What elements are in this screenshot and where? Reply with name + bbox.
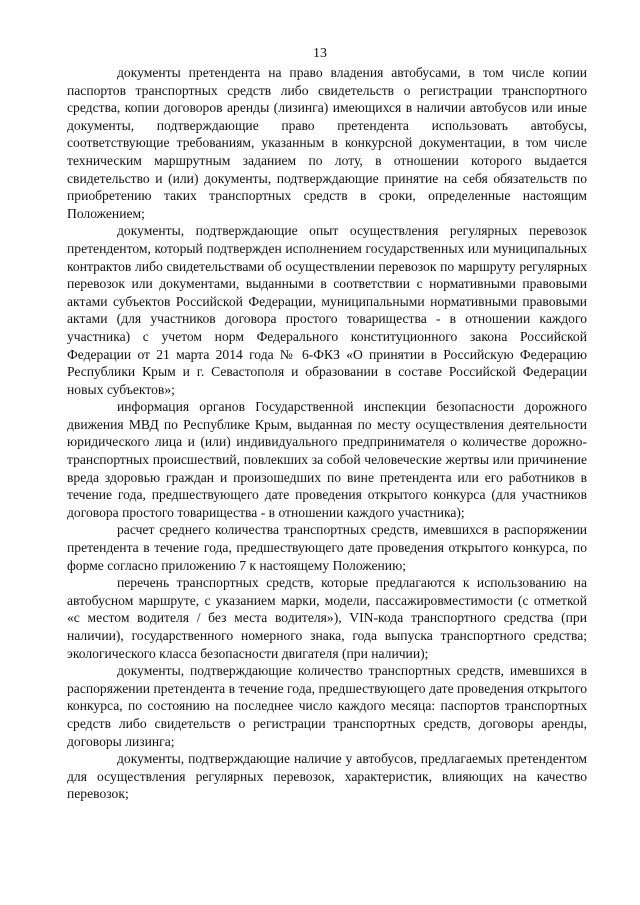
- paragraph-vehicle-count-calculation: расчет среднего количества транспортных средств, имевшихся в распоряжении претендента в течение года, предшествующего дате проведения открытого конкурса, по форме согласно приложению 7 к настоящему Положению;: [67, 522, 587, 573]
- paragraph-transport-experience-documents: документы, подтверждающие опыт осуществления регулярных перевозок претендентом, который подтвержден исполнением государственных или муниципальных контрактов либо свидетельствами об осуществлении перевозок по маршруту регулярных перевозок или документами, выданными в соответствии с нормативными правовыми актами субъектов Российской Федерации, муниципальными нормативными правовыми актами (для участников договора простого товарищества - в отношении каждого участника) с учетом норм Федерального конституционного закона Российской Федерации от 21 марта 2014 года № 6-ФКЗ «О принятии в Российскую Федерацию Республики Крым и г. Севастополя и образовании в составе Российской Федерации новых субъектов»;: [67, 223, 587, 397]
- paragraph-bus-ownership-documents: документы претендента на право владения автобусами, в том числе копии паспортов транспортных средств либо свидетельств о регистрации транспортного средства, копии договоров аренды (лизинга) имеющихся в наличии автобусов или иные документы, подтверждающие право претендента использовать автобусы, соответствующие требованиям, указанным в конкурсной документации, в том числе техническим маршрутным заданием по лоту, в отношении которого выдается свидетельство и (или) документы, подтверждающие принятие на себя обязательств по приобретению таких транспортных средств в сроки, определенные настоящим Положением;: [67, 65, 587, 221]
- paragraph-vehicle-list: перечень транспортных средств, которые предлагаются к использованию на автобусном маршруте, с указанием марки, модели, пассажировместимости (с отметкой «с местом водителя / без места водителя»), VIN-кода транспортного средства (при наличии), государственного номерного знака, года выпуска транспортного средства; экологического класса безопасности двигателя (при наличии);: [67, 575, 587, 661]
- page-number: 13: [313, 46, 327, 61]
- document-body: [67, 64, 587, 803]
- paragraph-traffic-safety-information: информация органов Государственной инспекции безопасности дорожного движения МВД по Республике Крым, выданная по месту осуществления деятельности юридического лица и (или) индивидуального предпринимателя о количестве дорожно-транспортных происшествий, повлекших за собой человеческие жертвы или причинение вреда здоровью граждан и произошедших по вине претендента или его работников в течение года, предшествующего дате проведения открытого конкурса (для участников договора простого товарищества - в отношении каждого участника);: [67, 399, 587, 520]
- paragraph-vehicle-count-documents: документы, подтверждающие количество транспортных средств, имевшихся в распоряжении претендента в течение года, предшествующего дате проведения открытого конкурса, по состоянию на последнее число каждого месяца: паспортов транспортных средств либо свидетельств о регистрации транспортных средств, договоры аренды, договоры лизинга;: [67, 663, 587, 749]
- paragraph-quality-characteristics-documents: документы, подтверждающие наличие у автобусов, предлагаемых претендентом для осуществления регулярных перевозок, характеристик, влияющих на качество перевозок;: [67, 751, 587, 802]
